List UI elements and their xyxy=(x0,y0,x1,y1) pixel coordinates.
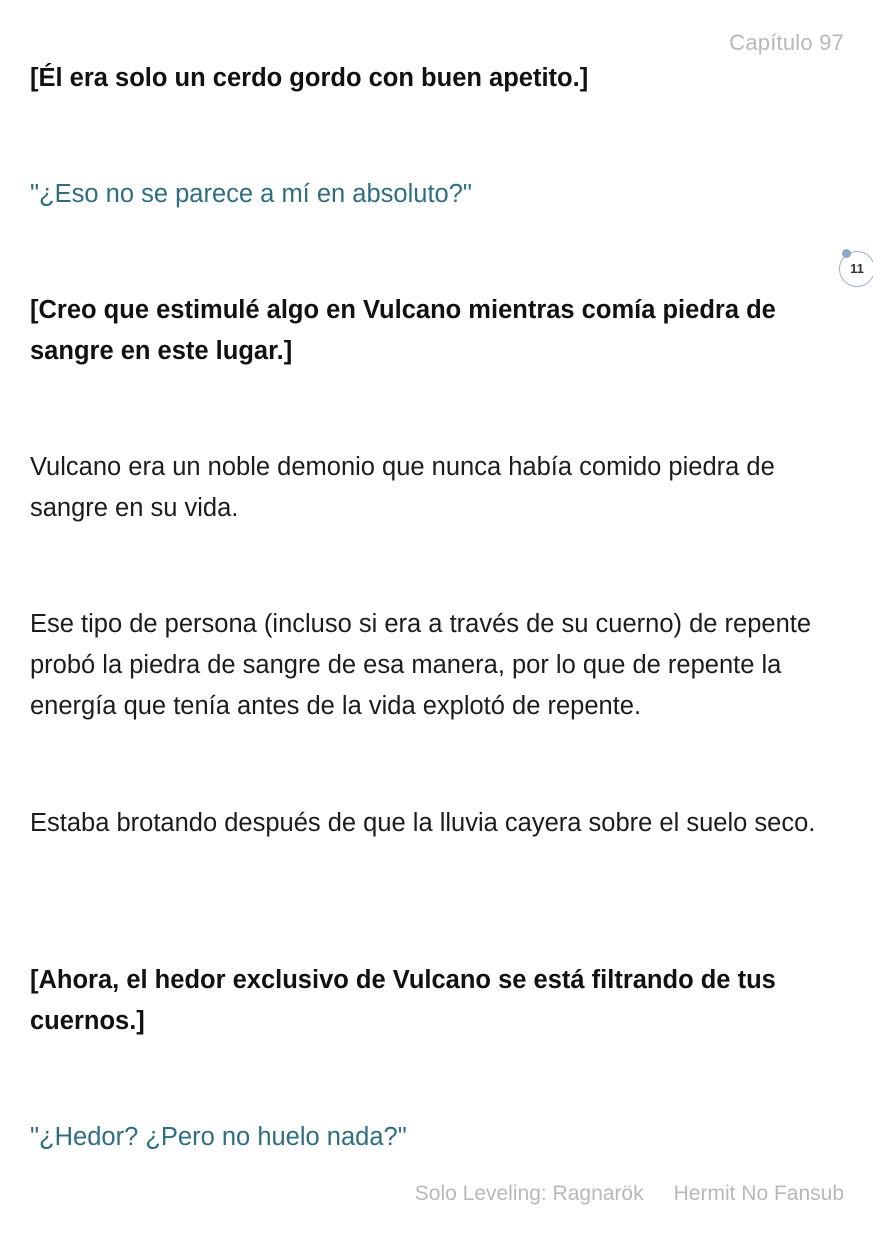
comment-count-badge[interactable]: 11 xyxy=(839,251,873,287)
paragraph-narration: Vulcano era un noble demonio que nunca había comido piedra de sangre en su vida. xyxy=(30,453,775,522)
paragraph-dialogue: "¿Eso no se parece a mí en absoluto?" xyxy=(30,180,472,208)
footer xyxy=(415,1182,844,1206)
chapter-label: Capítulo 97 xyxy=(729,30,844,55)
paragraph-dialogue: "¿Hedor? ¿Pero no huelo nada?" xyxy=(30,1123,407,1151)
paragraph-system-message: [Él era solo un cerdo gordo con buen apetito.] xyxy=(30,64,589,92)
paragraph-narration: Estaba brotando después de que la lluvia cayera sobre el suelo seco. xyxy=(30,809,816,837)
paragraph-system-message: [Ahora, el hedor exclusivo de Vulcano se está filtrando de tus cuernos.] xyxy=(30,966,776,1035)
paragraph-narration: Ese tipo de persona (incluso si era a través de su cuerno) de repente probó la piedra de sangre de esa manera, por lo que de repente la energía que tenía antes de la vida explotó de repente. xyxy=(30,610,812,720)
novel-title: Solo Leveling: Ragnarök xyxy=(414,1182,644,1205)
paragraph-system-message: [Creo que estimulé algo en Vulcano mientras comía piedra de sangre en este lugar.] xyxy=(30,296,776,365)
badge-indicator-dot xyxy=(842,249,851,258)
translator-credit: Hermit No Fansub xyxy=(673,1182,844,1205)
